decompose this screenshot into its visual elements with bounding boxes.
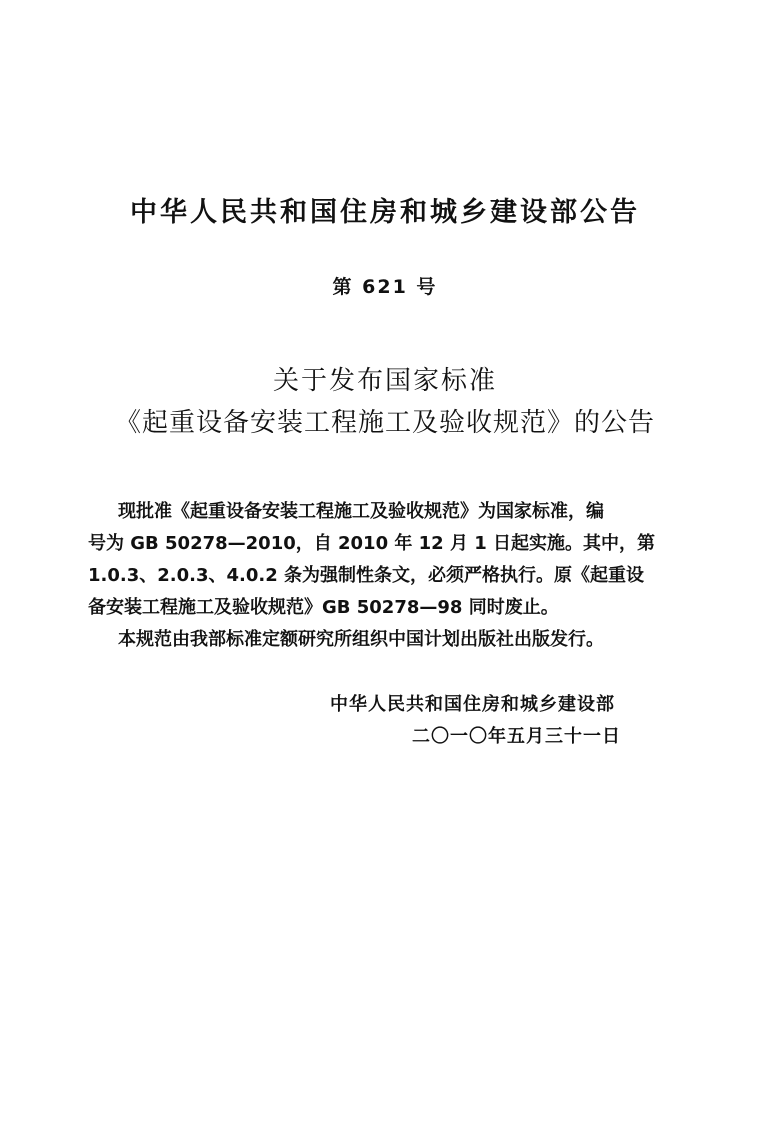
issue-date: 二〇一〇年五月三十一日 [412,726,621,747]
body-line-1: 现批准《起重设备安装工程施工及验收规范》为国家标准，编 [118,501,604,522]
announcement-subject-line-1: 关于发布国家标准 [272,366,497,396]
body-line-3: 1.0.3、2.0.3、4.0.2 条为强制性条文，必须严格执行。原《起重设 [88,565,645,586]
announcement-number: 第 621 号 [332,276,438,298]
body-line-5: 本规范由我部标准定额研究所组织中国计划出版社出版发行。 [118,629,604,650]
announcement-title: 中华人民共和国住房和城乡建设部公告 [130,197,640,228]
issuer-name: 中华人民共和国住房和城乡建设部 [330,694,615,715]
body-line-2: 号为 GB 50278—2010，自 2010 年 12 月 1 日起实施。其中，第 [88,533,656,554]
announcement-subject-line-2: 《起重设备安装工程施工及验收规范》的公告 [114,408,655,438]
body-line-4: 备安装工程施工及验收规范》GB 50278—98 同时废止。 [88,597,559,618]
